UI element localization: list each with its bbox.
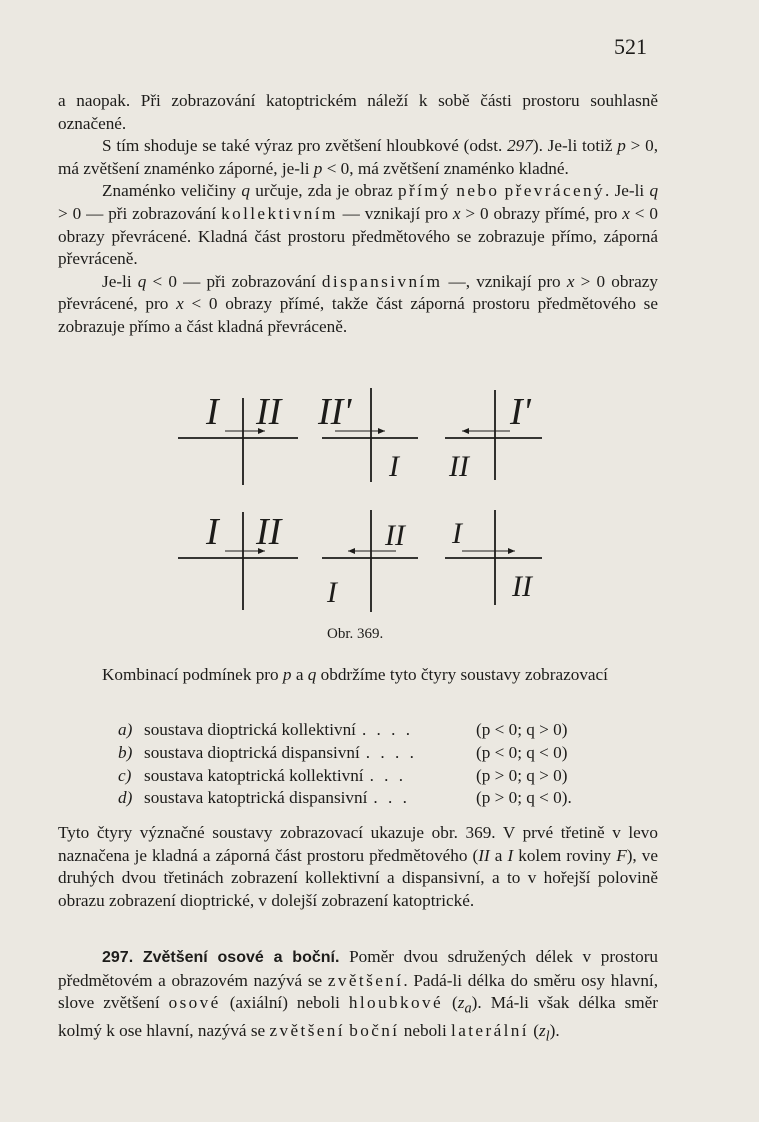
text-run: > 0 obrazy převrácené, pro [58, 271, 658, 314]
text-block-top [58, 90, 658, 339]
text-run: určuje, zda je obraz [250, 181, 399, 201]
arrow-head [378, 428, 385, 434]
page-number: 521 [614, 34, 647, 59]
italic-text: II [478, 845, 490, 865]
spaced-text: převrácený [504, 181, 605, 201]
spaced-text: přímý [398, 181, 452, 201]
item-dots: . . . [373, 788, 410, 808]
section-297 [58, 946, 658, 1048]
spaced-text: osové [168, 993, 221, 1013]
label-I: I [452, 517, 462, 550]
text-run: . Je-li [605, 181, 650, 201]
list-item [118, 787, 638, 810]
label-I: I [206, 511, 219, 553]
italic-text: p [313, 158, 323, 178]
text-run: S tím shoduje se také výraz pro zvětšení hloubkové (odst. [102, 136, 508, 156]
spaced-text: laterální [451, 1021, 529, 1041]
text-run: ). Je-li totiž [532, 136, 618, 156]
spaced-text: dispansivním [321, 271, 443, 291]
section-paragraph [58, 946, 658, 1048]
text-run: kolem roviny [513, 845, 617, 865]
spaced-text: zvětšení [327, 970, 404, 990]
item-dots: . . . [369, 765, 407, 785]
text-run: —, vznikají pro [442, 271, 567, 291]
italic-text: x [566, 271, 575, 291]
item-dots: . . . . [365, 742, 417, 762]
italic-text: 297 [507, 136, 533, 156]
item-condition: (p > 0; q < 0). [476, 788, 572, 808]
text-run: ). [549, 1021, 560, 1041]
text-run: Poměr dvou sdružených délek v prostoru předmětovém a obrazovém nazývá se [58, 947, 659, 990]
text-run: Znaménko veličiny [102, 181, 242, 201]
text-run: < 0 obrazy převrácené. Kladná část prostoru předmětového se zobrazuje přímo, záporná převráceně. [58, 203, 658, 269]
section-number: 297. [102, 949, 134, 966]
paragraph [58, 664, 658, 687]
systems-list [118, 719, 638, 810]
text-run: < 0 — při zobrazování [146, 271, 322, 291]
label-I-prime: I' [510, 391, 531, 433]
spaced-text: boční [349, 1021, 400, 1041]
text-block-mid [58, 664, 658, 687]
spaced-text: hloubkové [348, 993, 444, 1013]
arrow-head [508, 548, 515, 554]
text-run: > 0 — při zobrazování [58, 203, 222, 223]
label-II: II [256, 511, 282, 553]
figure-caption: Obr. 369. [327, 626, 384, 642]
list-item [118, 742, 638, 765]
italic-text: x [622, 203, 630, 223]
label-II: II [449, 450, 469, 483]
text-run: Kombinací podmínek pro [102, 665, 283, 684]
paragraph [58, 271, 658, 339]
text-block-after [58, 822, 658, 912]
item-label: a) [118, 720, 133, 739]
text-run: . Padá-li délka do směru osy hlavní, slove zvětšení [58, 970, 658, 1013]
list-item [118, 765, 638, 788]
paragraph [58, 180, 658, 270]
text-run: a naopak. Při zobrazování katoptrickém náleží k sobě části prostoru souhlasně označené. [58, 91, 658, 133]
text-run: ). Má-li však délka směr kolmý k ose hlavní, nazývá se [58, 993, 659, 1041]
paragraph [58, 90, 658, 135]
italic-text: z [457, 993, 465, 1013]
text-run: < 0 obrazy přímé, takže část záporná prostoru předmětového se zobrazuje přímo a část kladná převráceně. [58, 294, 658, 336]
italic-text: p [282, 665, 292, 684]
subscript: a [464, 1000, 472, 1017]
item-condition: (p < 0; q > 0) [476, 720, 568, 739]
item-name: soustava dioptrická kollektivní [144, 720, 356, 739]
item-name: soustava katoptrická dispansivní [144, 788, 368, 808]
paragraph [58, 822, 658, 912]
italic-text: F [616, 845, 627, 865]
paragraph [58, 135, 658, 180]
spaced-text: kollektivním [221, 203, 338, 223]
item-name: soustava dioptrická dispansivní [144, 742, 360, 762]
item-name: soustava katoptrická kollektivní [144, 765, 364, 785]
label-I: I [389, 450, 399, 483]
item-condition: (p < 0; q < 0) [476, 742, 568, 762]
text-run: ), ve druhých dvou třetinách zobrazení kollektivní a dispansivní, a to v hořejší polovině obrazu zobrazení dioptrické, v dolejší zobrazení katoptrické. [58, 845, 658, 910]
label-I: I [206, 391, 219, 433]
figure-diagram [170, 380, 550, 625]
text-run: neboli [399, 1021, 452, 1041]
italic-text: z [538, 1021, 546, 1041]
section-title: Zvětšení osové a boční. [142, 949, 340, 966]
label-II: II [385, 519, 405, 552]
italic-text: q [307, 665, 317, 684]
text-run: < 0, má zvětšení znaménko kladné. [322, 158, 569, 178]
spaced-text: nebo [456, 181, 500, 201]
arrow-head [462, 428, 469, 434]
subscript: l [545, 1028, 550, 1045]
text-run: ( [528, 1021, 539, 1041]
italic-text: I [507, 845, 514, 865]
spaced-text: zvětšení [269, 1021, 345, 1041]
text-run: Tyto čtyry význačné soustavy zobrazovací ukazuje obr. 369. V prvé třetině v levo naznačena je kladná a záporná část prostoru předmětového ( [58, 823, 658, 865]
label-I: I [327, 576, 337, 609]
text-run: obdržíme tyto čtyry soustavy zobrazovací [316, 665, 608, 684]
text-run: a [489, 845, 508, 865]
figure-369 [170, 380, 550, 625]
text-run: a [291, 665, 308, 684]
item-condition: (p > 0; q > 0) [476, 765, 568, 785]
italic-text: q [649, 181, 659, 201]
italic-text: x [176, 294, 184, 314]
italic-text: q [137, 271, 147, 291]
italic-text: x [452, 203, 461, 223]
text-run: > 0 obrazy přímé, pro [460, 203, 623, 223]
italic-text: q [241, 181, 250, 201]
list-item [118, 719, 638, 742]
item-label: d) [118, 788, 133, 808]
arrow-head [348, 548, 355, 554]
italic-text: p [617, 136, 626, 156]
label-II-prime: II' [318, 391, 352, 433]
text-run: (axiální) neboli [220, 993, 349, 1013]
text-run: — vznikají pro [337, 203, 453, 223]
item-label: b) [118, 742, 133, 762]
label-II: II [256, 391, 282, 433]
text-run: Je-li [102, 271, 138, 291]
item-label: c) [118, 765, 132, 785]
text-run: ( [443, 993, 458, 1013]
label-II: II [512, 570, 532, 603]
text-run: > 0, má zvětšení znaménko záporné, je-li [58, 136, 658, 178]
item-dots: . . . . [361, 720, 414, 739]
